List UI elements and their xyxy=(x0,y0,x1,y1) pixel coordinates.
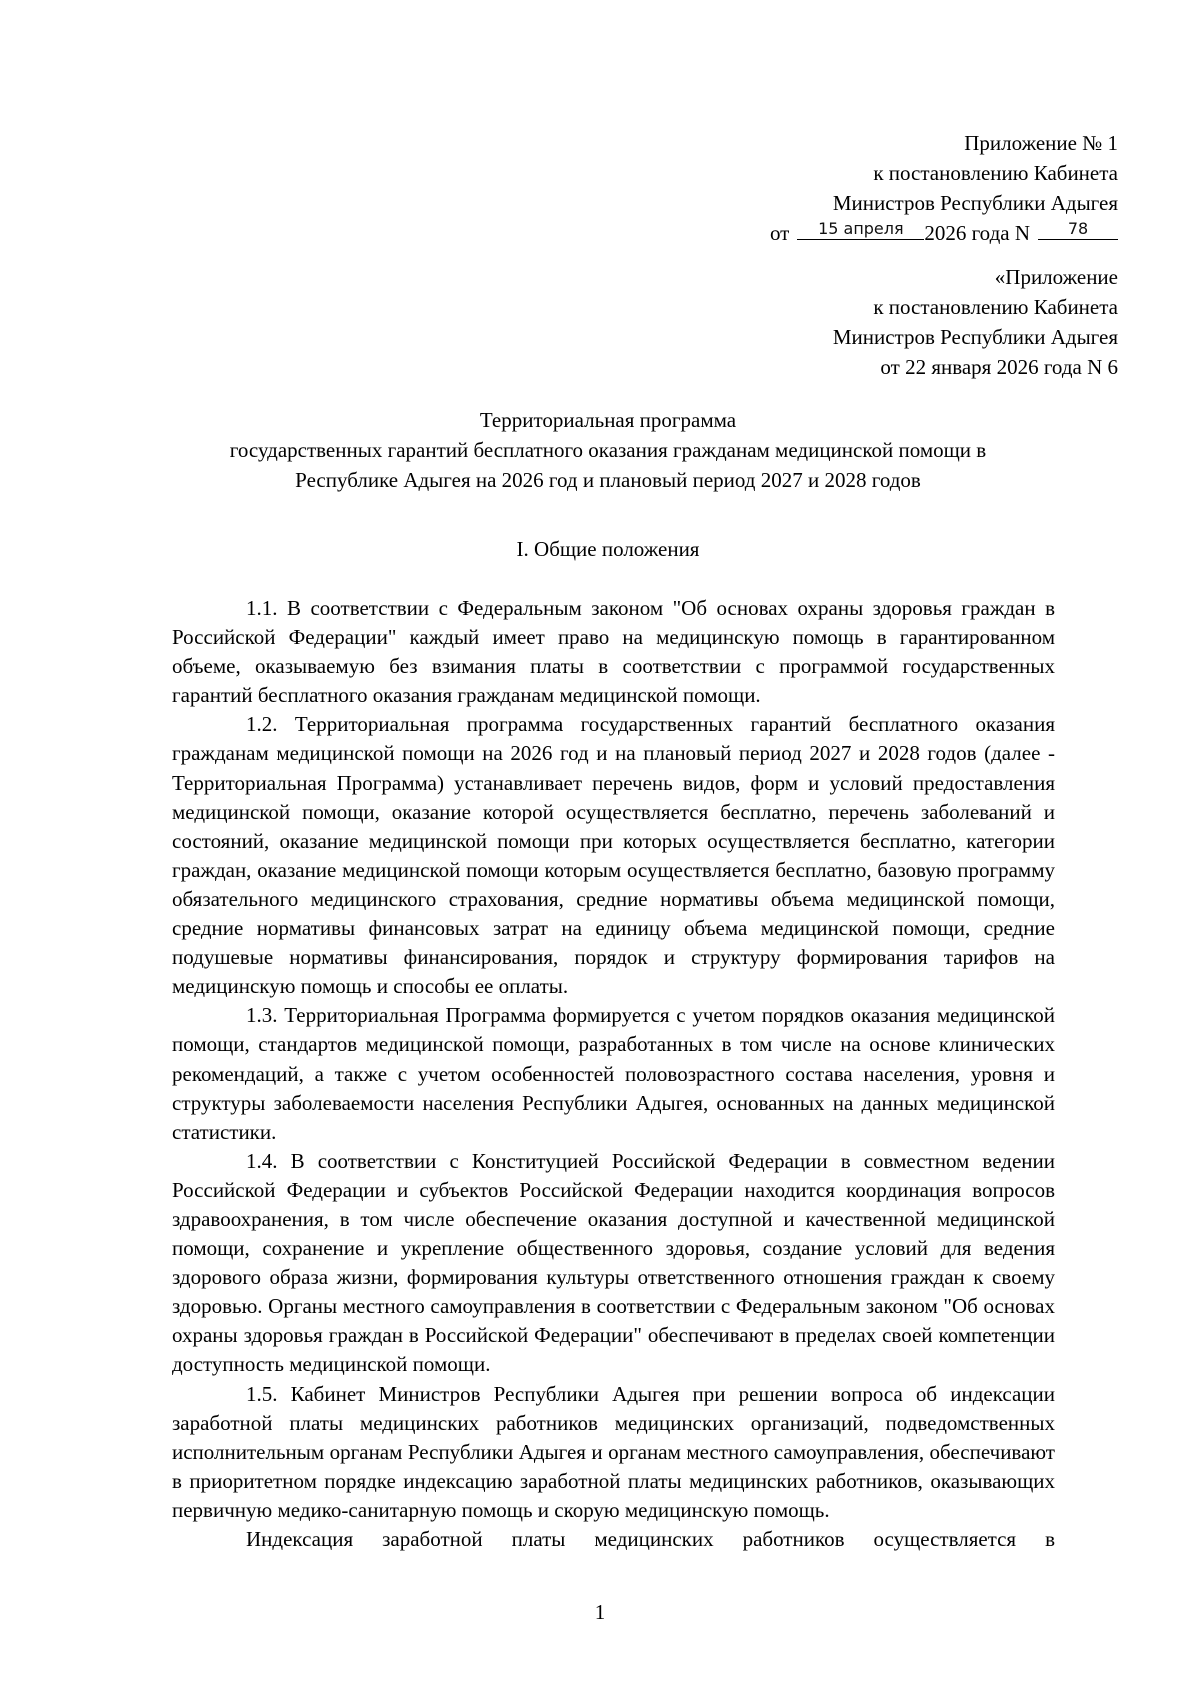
annex-1-line-1: Приложение № 1 xyxy=(964,131,1118,155)
paragraph-1-3: 1.3. Территориальная Программа формируется с учетом порядков оказания медицинской помощи, стандартов медицинской помощи, разработанных в том числе на основе клинических рекомендаций, а также с учетом особенностей половозрастного состава населения, уровня и структуры заболеваемости населения Республики Адыгея, основанных на данных медицинской статистики. xyxy=(172,1003,1055,1144)
annex-1-line-2: к постановлению Кабинета xyxy=(873,161,1118,185)
annex-1-header xyxy=(770,128,1118,248)
annex-2-line-4: от 22 января 2026 года N 6 xyxy=(880,355,1118,379)
annex-2-header xyxy=(833,262,1118,382)
document-body xyxy=(172,594,1055,1554)
handwritten-number: 78 xyxy=(1067,219,1089,238)
annex-1-line-3: Министров Республики Адыгея xyxy=(832,191,1118,215)
annex-1-date-line xyxy=(770,218,1118,248)
annex-2-line-2: к постановлению Кабинета xyxy=(873,295,1118,319)
handwritten-date: 15 апреля xyxy=(818,219,904,238)
annex-2-line-3: Министров Республики Адыгея xyxy=(832,325,1118,349)
number-blank xyxy=(1038,218,1118,240)
title-line-1: Территориальная программа xyxy=(479,408,737,432)
title-line-2: государственных гарантий бесплатного оказания гражданам медицинской помощи в xyxy=(229,438,987,462)
date-prefix: от xyxy=(769,221,790,245)
paragraph-indexation: Индексация заработной платы медицинских работников осуществляется в xyxy=(246,1527,1055,1551)
paragraph-1-2: 1.2. Территориальная программа государственных гарантий бесплатного оказания гражданам медицинской помощи на 2026 год и на плановый период 2027 и 2028 годов (далее - Территориальная Программа) устанавливает перечень видов, форм и условий предоставления медицинской помощи, оказание которой осуществляется бесплатно, перечень заболеваний и состояний, оказание медицинской помощи при которых осуществляется бесплатно, категории граждан, оказание медицинской помощи которым осуществляется бесплатно, базовую программу обязательного медицинского страхования, средние нормативы объема медицинской помощи, средние нормативы финансовых затрат на единицу объема медицинской помощи, средние подушевые нормативы финансирования, порядок и структуру формирования тарифов на медицинскую помощь и способы ее оплаты. xyxy=(172,712,1055,999)
program-title xyxy=(160,405,1056,495)
title-line-3: Республике Адыгея на 2026 год и плановый период 2027 и 2028 годов xyxy=(295,468,921,492)
paragraph-1-4: 1.4. В соответствии с Конституцией Российской Федерации в совместном ведении Российской Федерации и субъектов Российской Федерации находится координация вопросов здравоохранения, в том числе обеспечение оказания доступной и качественной медицинской помощи, сохранение и укрепление общественного здоровья, создание условий для ведения здорового образа жизни, формирования культуры ответственного отношения граждан к своему здоровью. Органы местного самоуправления в соответствии с Федеральным законом "Об основах охраны здоровья граждан в Российской Федерации" обеспечивают в пределах своей компетенции доступность медицинской помощи. xyxy=(172,1148,1055,1377)
annex-2-line-1: «Приложение xyxy=(994,265,1118,289)
date-year: 2026 года N xyxy=(924,221,1030,245)
section-heading: I. Общие положения xyxy=(516,537,700,561)
date-blank xyxy=(797,218,924,240)
paragraph-1-1: 1.1. В соответствии с Федеральным законом "Об основах охраны здоровья граждан в Российской Федерации" каждый имеет право на медицинскую помощь в гарантированном объеме, оказываемую без взимания платы в соответствии с программой государственных гарантий бесплатного оказания гражданам медицинской помощи. xyxy=(172,596,1055,708)
paragraph-1-5: 1.5. Кабинет Министров Республики Адыгея при решении вопроса об индексации заработной платы медицинских работников медицинских организаций, подведомственных исполнительным органам Республики Адыгея и органам местного самоуправления, обеспечивают в приоритетном порядке индексацию заработной платы медицинских работников, оказывающих первичную медико-санитарную помощь и скорую медицинскую помощь. xyxy=(172,1381,1055,1522)
page-number: 1 xyxy=(594,1600,606,1624)
